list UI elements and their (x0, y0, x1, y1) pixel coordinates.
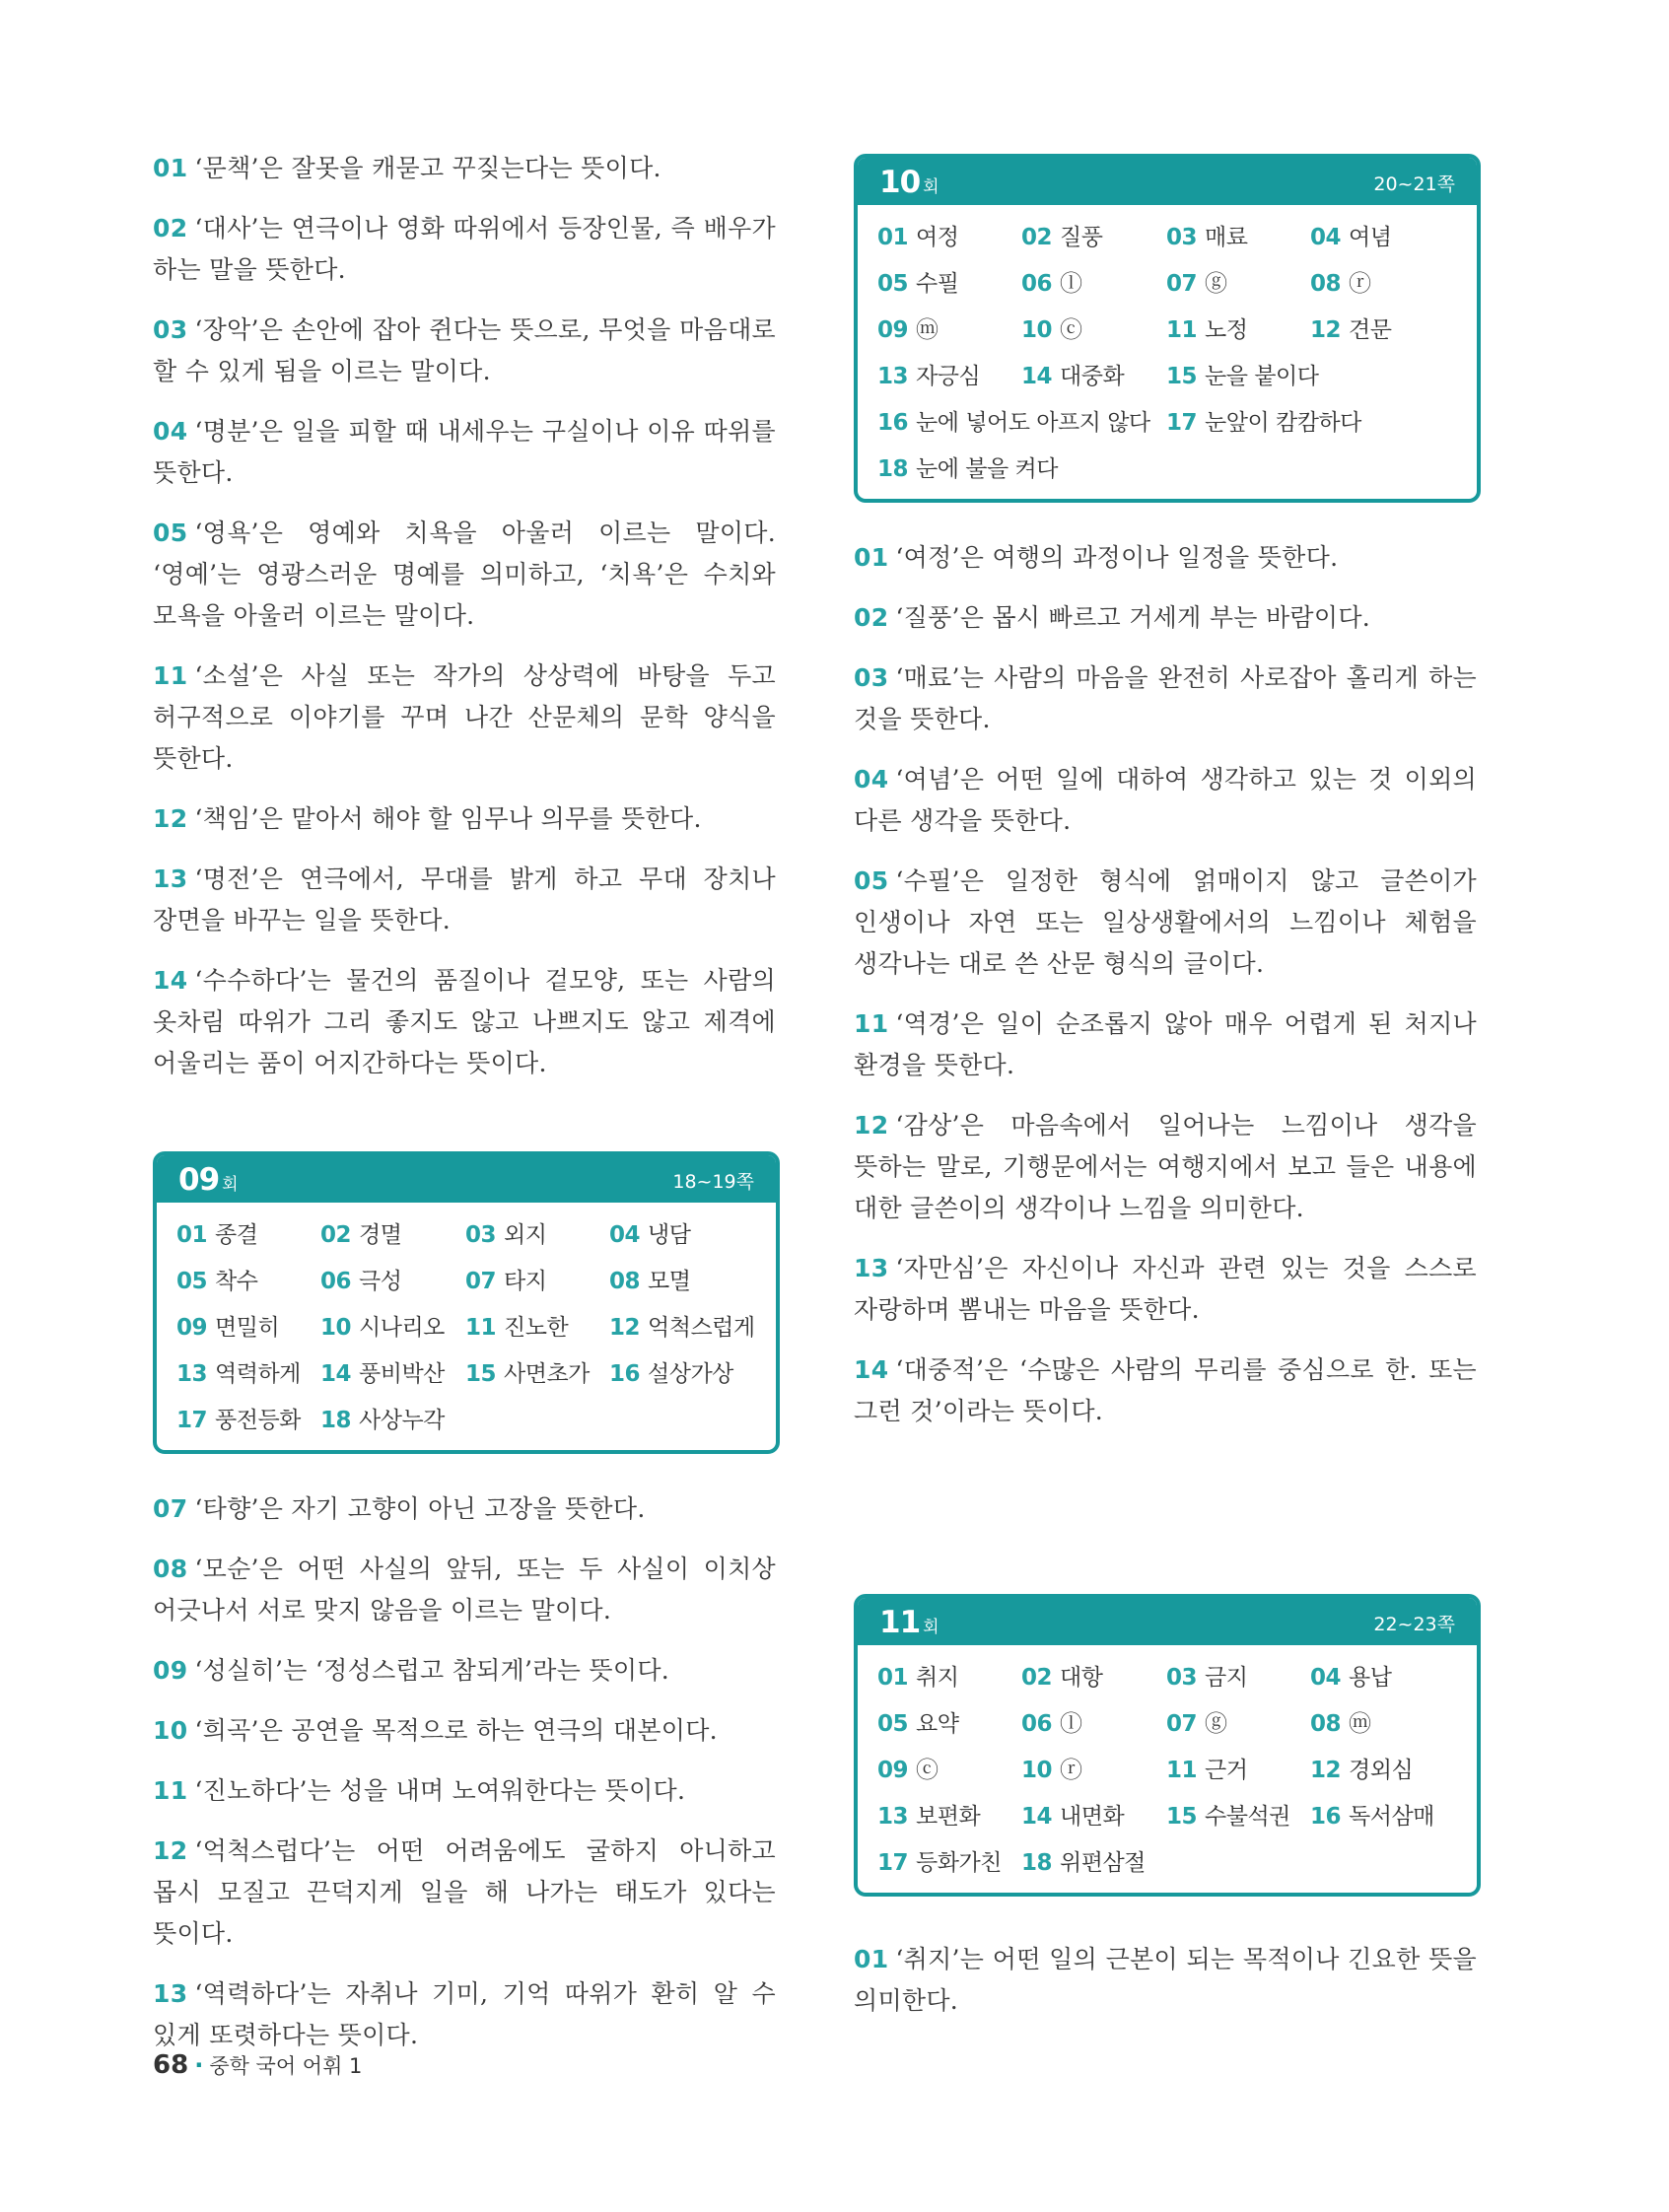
answer-value: 극성 (359, 1269, 402, 1294)
answer-number: 13 (877, 364, 909, 389)
answer-value: ⓛ (1060, 1711, 1082, 1737)
page-footer (153, 2050, 362, 2080)
answer-value: 외지 (504, 1222, 547, 1248)
answer-value: 여정 (916, 225, 959, 250)
explanation-item: 02 ‘질풍’은 몹시 빠르고 거세게 부는 바람이다. (854, 603, 1371, 632)
book-title: 중학 국어 어휘 1 (209, 2054, 363, 2078)
answer-value: ⓒ (916, 1758, 939, 1783)
answer-number: 12 (1310, 317, 1342, 343)
answer-cell (1021, 215, 1166, 261)
answer-number: 08 (1310, 271, 1342, 297)
answer-number: 13 (877, 1804, 909, 1830)
answer-number: 11 (465, 1315, 497, 1341)
answer-value: 역력하게 (215, 1361, 301, 1387)
answer-number: 13 (176, 1361, 208, 1387)
answer-number: 06 (1021, 1711, 1053, 1737)
answer-cell (877, 1748, 1021, 1794)
answer-cell (320, 1351, 465, 1398)
page-range: 18~19쪽 (672, 1171, 754, 1193)
answer-box-09 (153, 1151, 780, 1454)
session-title: 10 회 (879, 165, 939, 200)
answer-cell (1166, 1701, 1310, 1748)
answer-cell (877, 215, 1021, 261)
explanation-item: 05 ‘수필’은 일정한 형식에 얽매이지 않고 글쓴이가 인생이나 자연 또는 일상생활에서의 느낌이나 체험을 생각나는 대로 쓴 산문 형식의 글이다. (854, 866, 1477, 978)
answer-cell (877, 1701, 1021, 1748)
right-bottom-explanations (854, 1939, 1477, 2040)
answer-cell (1310, 308, 1455, 354)
answer-box-11 (854, 1594, 1481, 1897)
answer-number: 17 (176, 1408, 208, 1433)
explanation-item: 13 ‘역력하다’는 자취나 기미, 기억 따위가 환히 알 수 있게 또렷하다는 뜻이다. (153, 1979, 776, 2049)
answer-number: 05 (877, 1711, 909, 1737)
answer-box-header (157, 1155, 776, 1203)
answer-value: 근거 (1205, 1758, 1248, 1783)
explanation-item: 01 ‘취지’는 어떤 일의 근본이 되는 목적이나 긴요한 뜻을 의미한다. (854, 1945, 1477, 2015)
answer-cell (1021, 1655, 1166, 1701)
answer-number: 18 (320, 1408, 352, 1433)
answer-number: 14 (1021, 1804, 1053, 1830)
answer-grid (157, 1203, 776, 1450)
answer-value: 진노한 (504, 1315, 569, 1341)
answer-cell (1166, 215, 1310, 261)
session-title: 09 회 (178, 1162, 238, 1198)
answer-value: 눈앞이 캄캄하다 (1205, 410, 1361, 436)
answer-cell (609, 1305, 754, 1351)
answer-value: 시나리오 (359, 1315, 445, 1341)
answer-value: 매료 (1205, 225, 1248, 250)
answer-cell (1310, 1794, 1455, 1840)
answer-value: 노정 (1205, 317, 1248, 343)
answer-value: 위편삼절 (1060, 1850, 1146, 1876)
answer-number: 03 (1166, 225, 1198, 250)
answer-number: 17 (1166, 410, 1198, 436)
answer-value: 독서삼매 (1349, 1804, 1434, 1830)
answer-value: 등화가친 (916, 1850, 1002, 1876)
answer-number: 07 (1166, 271, 1198, 297)
answer-value: 눈을 붙이다 (1205, 364, 1319, 389)
answer-cell (1021, 1840, 1166, 1887)
answer-cell (1166, 400, 1455, 447)
left-column (153, 148, 776, 1103)
answer-number: 18 (877, 456, 909, 482)
answer-cell (877, 354, 1021, 400)
explanation-item: 09 ‘성실히’는 ‘정성스럽고 참되게’라는 뜻이다. (153, 1656, 670, 1685)
answer-number: 02 (1021, 225, 1053, 250)
answer-number: 03 (1166, 1665, 1198, 1691)
answer-cell (877, 308, 1021, 354)
answer-number: 09 (877, 317, 909, 343)
answer-cell (1166, 1655, 1310, 1701)
answer-number: 12 (609, 1315, 641, 1341)
answer-cell (877, 1655, 1021, 1701)
answer-grid (858, 1645, 1477, 1893)
answer-cell (877, 1794, 1021, 1840)
answer-cell (1166, 308, 1310, 354)
left-top-explanations (153, 148, 776, 1084)
answer-cell (176, 1351, 320, 1398)
answer-number: 05 (176, 1269, 208, 1294)
explanation-item: 12 ‘감상’은 마음속에서 일어나는 느낌이나 생각을 뜻하는 말로, 기행문에서는 여행지에서 보고 들은 내용에 대한 글쓴이의 생각이나 느낌을 의미한다. (854, 1111, 1477, 1222)
answer-cell (320, 1398, 465, 1444)
answer-cell (176, 1305, 320, 1351)
explanation-item: 11 ‘소설’은 사실 또는 작가의 상상력에 바탕을 두고 허구적으로 이야기를 꾸며 나간 산문체의 문학 양식을 뜻한다. (153, 661, 776, 773)
answer-number: 18 (1021, 1850, 1053, 1876)
answer-value: 수불석권 (1205, 1804, 1290, 1830)
answer-cell (1021, 1701, 1166, 1748)
answer-cell (609, 1351, 754, 1398)
answer-value: ⓡ (1060, 1758, 1082, 1783)
page-number: 68 (153, 2050, 189, 2080)
answer-number: 14 (320, 1361, 352, 1387)
answer-value: ⓖ (1205, 1711, 1227, 1737)
answer-value: 풍전등화 (215, 1408, 301, 1433)
answer-value: 자긍심 (916, 364, 981, 389)
explanation-item: 12 ‘책임’은 맡아서 해야 할 임무나 의무를 뜻한다. (153, 804, 702, 833)
answer-value: 사상누각 (359, 1408, 445, 1433)
explanation-item: 14 ‘수수하다’는 물건의 품질이나 겉모양, 또는 사람의 옷차림 따위가 그리 좋지도 않고 나쁘지도 않고 제격에 어울리는 품이 어지간하다는 뜻이다. (153, 966, 776, 1077)
answer-cell (1310, 261, 1455, 308)
explanation-item: 14 ‘대중적’은 ‘수많은 사람의 무리를 중심으로 한. 또는 그런 것’이라는 뜻이다. (854, 1355, 1477, 1425)
answer-number: 01 (877, 225, 909, 250)
answer-value: 눈에 불을 켜다 (916, 456, 1058, 482)
answer-value: 수필 (916, 271, 959, 297)
explanation-item: 04 ‘명분’은 일을 피할 때 내세우는 구실이나 이유 따위를 뜻한다. (153, 417, 776, 487)
answer-cell (877, 1840, 1021, 1887)
answer-number: 10 (1021, 1758, 1053, 1783)
answer-value: ⓜ (1349, 1711, 1371, 1737)
answer-value: 질풍 (1060, 225, 1103, 250)
answer-grid (858, 205, 1477, 499)
answer-number: 10 (1021, 317, 1053, 343)
answer-value: 사면초가 (504, 1361, 590, 1387)
answer-value: ⓖ (1205, 271, 1227, 297)
answer-cell (465, 1305, 609, 1351)
explanation-item: 05 ‘영욕’은 영예와 치욕을 아울러 이르는 말이다. ‘영예’는 영광스러운 명예를 의미하고, ‘치욕’은 수치와 모욕을 아울러 이르는 말이다. (153, 518, 776, 630)
answer-value: 착수 (215, 1269, 258, 1294)
answer-cell (877, 261, 1021, 308)
answer-cell (320, 1305, 465, 1351)
explanation-item: 02 ‘대사’는 연극이나 영화 따위에서 등장인물, 즉 배우가 하는 말을 뜻한다. (153, 214, 776, 284)
separator-dot: · (194, 2051, 204, 2079)
answer-value: 요약 (916, 1711, 959, 1737)
answer-cell (176, 1212, 320, 1259)
explanation-item: 08 ‘모순’은 어떤 사실의 앞뒤, 또는 두 사실이 이치상 어긋나서 서로 맞지 않음을 이르는 말이다. (153, 1555, 776, 1624)
explanation-item: 03 ‘매료’는 사람의 마음을 완전히 사로잡아 홀리게 하는 것을 뜻한다. (854, 663, 1477, 733)
answer-number: 11 (1166, 1758, 1198, 1783)
answer-number: 04 (609, 1222, 641, 1248)
answer-value: 모멸 (648, 1269, 691, 1294)
answer-cell (1021, 308, 1166, 354)
explanation-item: 07 ‘타향’은 자기 고향이 아닌 고장을 뜻한다. (153, 1494, 646, 1523)
answer-number: 03 (465, 1222, 497, 1248)
answer-cell (465, 1259, 609, 1305)
answer-value: 타지 (504, 1269, 547, 1294)
answer-cell (1310, 1748, 1455, 1794)
answer-number: 08 (609, 1269, 641, 1294)
session-title: 11 회 (879, 1605, 939, 1640)
page-range: 20~21쪽 (1373, 173, 1455, 195)
answer-cell (320, 1259, 465, 1305)
answer-value: 대항 (1060, 1665, 1103, 1691)
explanation-item: 13 ‘명전’은 연극에서, 무대를 밝게 하고 무대 장치나 장면을 바꾸는 일을 뜻한다. (153, 864, 776, 934)
right-mid-explanations (854, 537, 1477, 1451)
answer-number: 01 (176, 1222, 208, 1248)
answer-number: 15 (465, 1361, 497, 1387)
answer-number: 06 (1021, 271, 1053, 297)
answer-value: 눈에 넣어도 아프지 않다 (916, 410, 1150, 436)
answer-cell (465, 1351, 609, 1398)
explanation-item: 11 ‘역경’은 일이 순조롭지 않아 매우 어렵게 된 처지나 환경을 뜻한다. (854, 1009, 1477, 1079)
answer-number: 02 (320, 1222, 352, 1248)
answer-value: 설상가상 (648, 1361, 733, 1387)
explanation-item: 03 ‘장악’은 손안에 잡아 쥔다는 뜻으로, 무엇을 마음대로 할 수 있게 됨을 이르는 말이다. (153, 315, 776, 385)
answer-number: 04 (1310, 1665, 1342, 1691)
answer-number: 16 (877, 410, 909, 436)
answer-number: 04 (1310, 225, 1342, 250)
explanation-item: 04 ‘여념’은 어떤 일에 대하여 생각하고 있는 것 이외의 다른 생각을 뜻한다. (854, 765, 1477, 835)
answer-number: 09 (877, 1758, 909, 1783)
page-range: 22~23쪽 (1373, 1614, 1455, 1635)
answer-value: 내면화 (1060, 1804, 1125, 1830)
answer-value: 경멸 (359, 1222, 402, 1248)
answer-cell (609, 1212, 754, 1259)
answer-number: 01 (877, 1665, 909, 1691)
answer-cell (1021, 1748, 1166, 1794)
answer-cell (609, 1259, 754, 1305)
answer-box-header (858, 158, 1477, 205)
explanation-item: 11 ‘진노하다’는 성을 내며 노여워한다는 뜻이다. (153, 1776, 686, 1805)
explanation-item: 01 ‘문책’은 잘못을 캐묻고 꾸짖는다는 뜻이다. (153, 154, 661, 182)
answer-value: 종결 (215, 1222, 258, 1248)
answer-value: 견문 (1349, 317, 1392, 343)
explanation-item: 01 ‘여정’은 여행의 과정이나 일정을 뜻한다. (854, 543, 1339, 572)
answer-value: 대중화 (1060, 364, 1125, 389)
answer-cell (1310, 1655, 1455, 1701)
answer-number: 06 (320, 1269, 352, 1294)
answer-cell (1166, 354, 1455, 400)
answer-value: 보편화 (916, 1804, 981, 1830)
answer-number: 15 (1166, 1804, 1198, 1830)
answer-number: 17 (877, 1850, 909, 1876)
answer-cell (1021, 354, 1166, 400)
left-bottom-explanations (153, 1488, 776, 2075)
answer-box-header (858, 1598, 1477, 1645)
answer-cell (1166, 1794, 1310, 1840)
answer-value: 풍비박산 (359, 1361, 445, 1387)
answer-value: 용납 (1349, 1665, 1392, 1691)
answer-number: 05 (877, 271, 909, 297)
answer-value: 여념 (1349, 225, 1392, 250)
answer-cell (877, 400, 1166, 447)
answer-box-10 (854, 154, 1481, 503)
answer-value: ⓡ (1349, 271, 1371, 297)
answer-value: 경외심 (1349, 1758, 1414, 1783)
answer-cell (1166, 1748, 1310, 1794)
answer-number: 02 (1021, 1665, 1053, 1691)
answer-value: 억척스럽게 (648, 1315, 755, 1341)
answer-number: 16 (1310, 1804, 1342, 1830)
answer-cell (176, 1398, 320, 1444)
explanation-item: 10 ‘희곡’은 공연을 목적으로 하는 연극의 대본이다. (153, 1716, 718, 1745)
answer-number: 10 (320, 1315, 352, 1341)
answer-number: 09 (176, 1315, 208, 1341)
answer-value: 취지 (916, 1665, 959, 1691)
answer-cell (1166, 261, 1310, 308)
answer-cell (1310, 1701, 1455, 1748)
answer-cell (1310, 215, 1455, 261)
answer-number: 15 (1166, 364, 1198, 389)
answer-value: 금지 (1205, 1665, 1248, 1691)
answer-cell (176, 1259, 320, 1305)
answer-value: ⓜ (916, 317, 939, 343)
answer-number: 14 (1021, 364, 1053, 389)
answer-value: ⓛ (1060, 271, 1082, 297)
answer-cell (465, 1212, 609, 1259)
answer-value: 냉담 (648, 1222, 691, 1248)
answer-value: 면밀히 (215, 1315, 280, 1341)
explanation-item: 13 ‘자만심’은 자신이나 자신과 관련 있는 것을 스스로 자랑하며 뽐내는 마음을 뜻한다. (854, 1254, 1477, 1324)
answer-number: 11 (1166, 317, 1198, 343)
answer-number: 16 (609, 1361, 641, 1387)
answer-number: 07 (1166, 1711, 1198, 1737)
answer-cell (1021, 1794, 1166, 1840)
answer-number: 08 (1310, 1711, 1342, 1737)
answer-cell (877, 447, 1058, 493)
answer-number: 12 (1310, 1758, 1342, 1783)
answer-cell (1021, 261, 1166, 308)
answer-value: ⓒ (1060, 317, 1082, 343)
answer-number: 07 (465, 1269, 497, 1294)
answer-cell (320, 1212, 465, 1259)
explanation-item: 12 ‘억척스럽다’는 어떤 어려움에도 굴하지 아니하고 몹시 모질고 끈덕지게 일을 해 나가는 태도가 있다는 뜻이다. (153, 1836, 776, 1948)
